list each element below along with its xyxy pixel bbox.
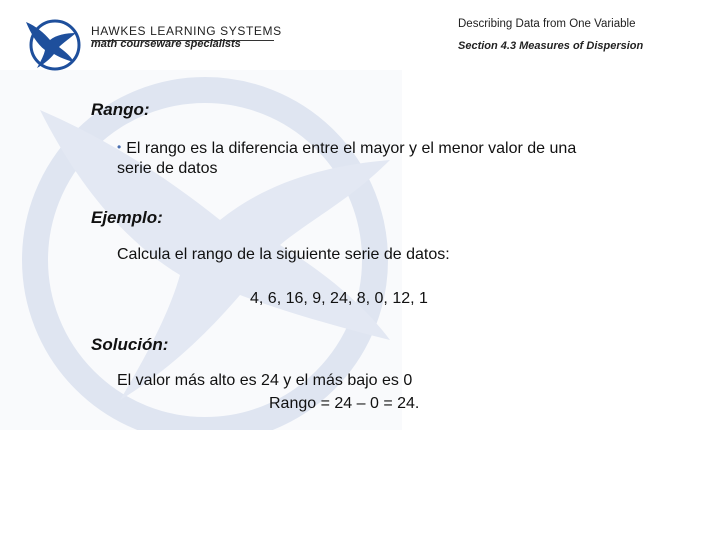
example-prompt: Calcula el rango de la siguiente serie de datos: (117, 246, 450, 263)
brand-name: HAWKES LEARNING SYSTEMS (91, 24, 282, 38)
brand-tagline: math courseware specialists (91, 38, 241, 50)
example-data: 4, 6, 16, 9, 24, 8, 0, 12, 1 (250, 290, 428, 307)
bullet-dot-icon: • (117, 140, 122, 154)
section-title: Section 4.3 Measures of Dispersion (458, 40, 644, 52)
range-definition (117, 136, 576, 160)
solution-line1: El valor más alto es 24 y el más bajo es 0 (117, 372, 413, 389)
range-heading: Rango: (91, 100, 150, 119)
solution-heading: Solución: (91, 335, 169, 354)
solution-line2: Rango = 24 – 0 = 24. (269, 395, 420, 412)
example-heading: Ejemplo: (91, 208, 163, 227)
range-definition-line2: serie de datos (117, 160, 218, 177)
range-definition-line1: El rango es la diferencia entre el mayor y el menor valor de una (126, 140, 577, 157)
eagle-logo-icon (22, 16, 84, 72)
course-title: Describing Data from One Variable (458, 18, 636, 30)
